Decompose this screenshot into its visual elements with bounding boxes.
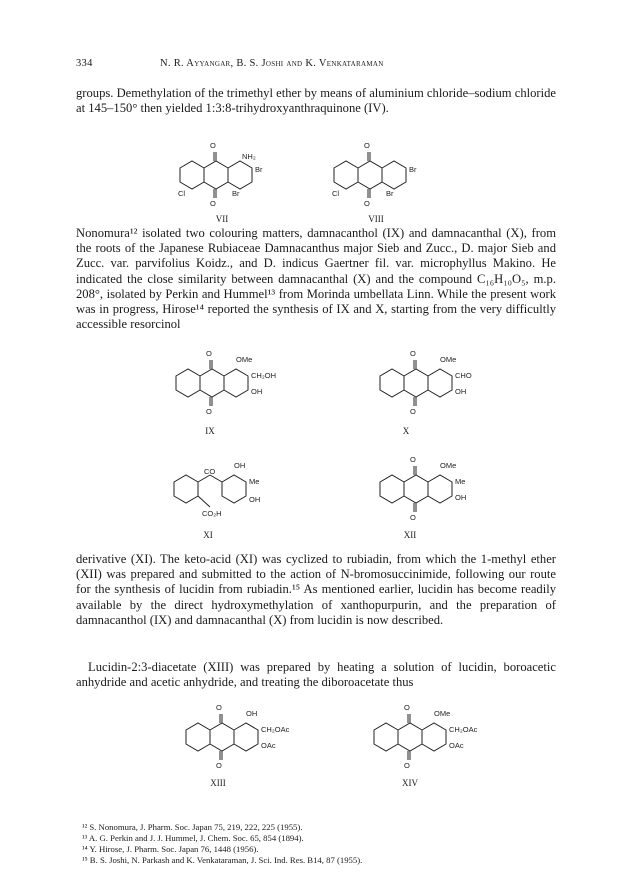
- vii-sub-nh2: NH₂: [242, 152, 256, 161]
- label-xi: XI: [203, 530, 213, 540]
- label-xiv: XIV: [402, 778, 418, 788]
- viii-sub-o-top: O: [364, 141, 370, 150]
- ix-sub-o-bottom: O: [206, 407, 212, 416]
- structure-xii: [370, 452, 500, 532]
- xiii-sub-o-bottom: O: [216, 761, 222, 770]
- reference-12: ¹² S. Nonomura, J. Pharm. Soc. Japan 75, 219, 222, 225 (1955).: [82, 822, 303, 832]
- x-sub-ome: OMe: [440, 355, 457, 364]
- xi-sub-oh: OH: [249, 495, 261, 504]
- vii-sub-o-top: O: [210, 141, 216, 150]
- xii-sub-oh: OH: [455, 493, 467, 502]
- label-ix: IX: [205, 426, 215, 436]
- xiv-sub-o-top: O: [404, 703, 410, 712]
- ix-sub-ome: OMe: [236, 355, 253, 364]
- viii-sub-br: Br: [409, 165, 417, 174]
- xii-sub-ome: OMe: [440, 461, 457, 470]
- x-sub-o-top: O: [410, 349, 416, 358]
- page-number: 334: [76, 58, 93, 69]
- xiii-sub-oac: OAc: [261, 741, 276, 750]
- xi-sub-co2h: CO₂H: [202, 509, 222, 518]
- ix-sub-oh: OH: [251, 387, 263, 396]
- xiii-sub-ch2oac: CH₂OAc: [261, 725, 290, 734]
- paragraph-2: Nonomura¹² isolated two colouring matters, damnacanthol (IX) and damnacanthal (X), from the roots of the Japanese Rubiaceae Damnacanthus major Sieb and Zucc., D. major Sieb and Zucc. var. parvifolius Koidz., and D. indicus Gaertner fil. var. microphyllus Makino. He indicated the close similarity between damnacanthal (X) and the compound C₁₆H₁₀O₅, m.p. 208°, isolated by Perkin and Hummel¹³ from Morinda umbellata Linn. While the present work was in progress, Hirose¹⁴ reported the synthesis of IX and X, starting from the very difficultly accessible resorcinol: [76, 226, 556, 332]
- xii-sub-o-top: O: [410, 455, 416, 464]
- label-viii: VIII: [368, 214, 384, 224]
- paragraph-3: derivative (XI). The keto-acid (XI) was cyclized to rubiadin, from which the 1-methyl ether (XII) was prepared and submitted to the action of N-bromosuccinimide, following our route for the synthesis of lucidin from rubiadin.¹⁵ As mentioned earlier, lucidin has become readily available by the direct hydroxymethylation of xanthopurpurin, and the preparation of damnacanthol (IX) and damnacanthal (X) from lucidin is now described.: [76, 552, 556, 627]
- reference-15: ¹⁵ B. S. Joshi, N. Parkash and K. Venkataraman, J. Sci. Ind. Res. B14, 87 (1955).: [82, 855, 363, 865]
- xi-sub-co: CO: [204, 467, 216, 476]
- structure-xi: [164, 452, 294, 532]
- xii-sub-o-bottom: O: [410, 513, 416, 522]
- vii-sub-br: Br: [255, 165, 263, 174]
- xi-sub-oh-top: OH: [234, 461, 246, 470]
- reference-13: ¹³ A. G. Perkin and J. J. Hummel, J. Chem. Soc. 65, 854 (1894).: [82, 833, 304, 843]
- viii-sub-o-bottom: O: [364, 199, 370, 208]
- ix-sub-o-top: O: [206, 349, 212, 358]
- structure-vii: [170, 128, 290, 208]
- xiv-sub-oac: OAc: [449, 741, 464, 750]
- xiv-sub-o-bottom: O: [404, 761, 410, 770]
- label-xii: XII: [403, 530, 417, 540]
- structure-ix: [166, 346, 296, 426]
- structure-x: [370, 346, 500, 426]
- running-header-authors: N. R. Ayyangar, B. S. Joshi and K. Venkataraman: [160, 58, 384, 69]
- x-sub-o-bottom: O: [410, 407, 416, 416]
- viii-sub-br2: Br: [386, 189, 394, 198]
- vii-sub-o-bottom: O: [210, 199, 216, 208]
- footnotes: [82, 822, 552, 866]
- xii-sub-me: Me: [455, 477, 466, 486]
- x-sub-cho: CHO: [455, 371, 472, 380]
- xiv-sub-ome: OMe: [434, 709, 451, 718]
- xiii-sub-o-top: O: [216, 703, 222, 712]
- xiii-sub-oh: OH: [246, 709, 258, 718]
- ix-sub-ch2oh: CH₂OH: [251, 371, 276, 380]
- reference-14: ¹⁴ Y. Hirose, J. Pharm. Soc. Japan 76, 1448 (1956).: [82, 844, 259, 854]
- paragraph-4: Lucidin-2:3-diacetate (XIII) was prepared by heating a solution of lucidin, boroacetic anhydride and acetic anhydride, and treating the diboroacetate thus: [76, 660, 556, 690]
- structure-xiv: [364, 700, 504, 780]
- structure-viii: [324, 128, 444, 208]
- structure-xiii: [176, 700, 316, 780]
- viii-sub-cl: Cl: [332, 189, 340, 198]
- label-x: X: [402, 426, 410, 436]
- label-vii: VII: [215, 214, 229, 224]
- xi-sub-me: Me: [249, 477, 260, 486]
- x-sub-oh: OH: [455, 387, 467, 396]
- label-xiii: XIII: [210, 778, 226, 788]
- xiv-sub-ch2oac: CH₂OAc: [449, 725, 478, 734]
- paragraph-1: groups. Demethylation of the trimethyl ether by means of aluminium chloride–sodium chloride at 145–150° then yielded 1:3:8-trihydroxyanthraquinone (IV).: [76, 86, 556, 116]
- vii-sub-br2: Br: [232, 189, 240, 198]
- vii-sub-cl: Cl: [178, 189, 186, 198]
